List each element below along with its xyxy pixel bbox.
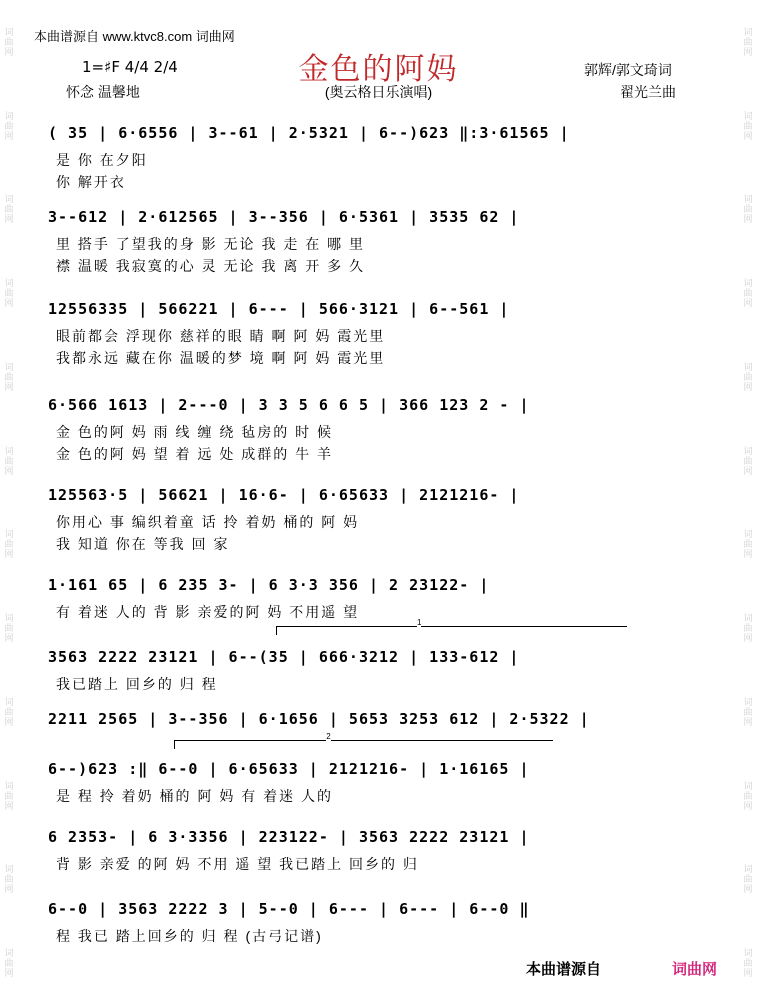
notation-line: 125563·5 | 56621 | 16·6- | 6·65633 | 2121216- | [48, 486, 520, 504]
watermark-text: 词曲网 [742, 948, 753, 979]
lyric-line: 金 色的阿 妈 望 着 远 处 成群的 牛 羊 [56, 446, 334, 462]
composer-credit: 翟光兰曲 [620, 84, 676, 100]
watermark-text: 词曲网 [742, 529, 753, 560]
lyricist-credit: 郭辉/郭文琦词 [584, 62, 672, 78]
lyric-line: 里 搭手 了望我的身 影 无论 我 走 在 哪 里 [56, 236, 366, 252]
watermark-text: 词曲网 [3, 864, 14, 895]
lyric-line: 背 影 亲爱 的阿 妈 不用 遥 望 我已踏上 回乡的 归 [56, 856, 419, 872]
watermark-text: 词曲网 [3, 110, 14, 141]
footer-site-name: 词曲网 [672, 961, 718, 978]
notation-line: 3--612 | 2·612565 | 3--356 | 6·5361 | 3535 62 | [48, 208, 520, 226]
watermark-text: 词曲网 [3, 613, 14, 644]
watermark-text: 词曲网 [3, 26, 14, 57]
lyric-line: 你用心 事 编织着童 话 拎 着奶 桶的 阿 妈 [56, 514, 360, 530]
singer-credit: (奥云格日乐演唱) [324, 84, 433, 100]
song-title: 金色的阿妈 [298, 52, 459, 87]
source-line: 本曲谱源自 www.ktvc8.com 词曲网 [34, 29, 235, 44]
watermark-text: 词曲网 [3, 445, 14, 476]
notation-line: 12556335 | 566221 | 6--- | 566·3121 | 6--561 | [48, 300, 510, 318]
watermark-text: 词曲网 [742, 613, 753, 644]
lyric-line: 程 我已 踏上回乡的 归 程 (古弓记谱) [56, 928, 323, 944]
volta-bracket-1: 1 [276, 626, 627, 635]
watermark-text: 词曲网 [742, 696, 753, 727]
watermark-text: 词曲网 [742, 780, 753, 811]
tempo-mood: 怀念 温馨地 [66, 84, 140, 100]
notation-line: 3563 2222 23121 | 6--(35 | 666·3212 | 133-612 | [48, 648, 520, 666]
notation-line: 6 2353- | 6 3·3356 | 223122- | 3563 2222 23121 | [48, 828, 530, 846]
watermark-text: 词曲网 [742, 194, 753, 225]
watermark-column-left [0, 0, 18, 1005]
lyric-line: 我都永远 藏在你 温暖的梦 境 啊 阿 妈 霞光里 [56, 350, 386, 366]
volta-bracket-2: 2 [174, 740, 553, 749]
lyric-line: 我 知道 你在 等我 回 家 [56, 536, 230, 552]
notation-line: 6·566 1613 | 2---0 | 3 3 5 6 6 5 | 366 123 2 - | [48, 396, 530, 414]
watermark-text: 词曲网 [742, 278, 753, 309]
key-signature: 1=♯F 4/4 2/4 [82, 58, 178, 76]
watermark-text: 词曲网 [3, 529, 14, 560]
watermark-text: 词曲网 [3, 278, 14, 309]
watermark-text: 词曲网 [3, 194, 14, 225]
notation-line: 6--0 | 3563 2222 3 | 5--0 | 6--- | 6--- | 6--0 ‖ [48, 900, 530, 918]
watermark-text: 词曲网 [742, 110, 753, 141]
lyric-line: 我已踏上 回乡的 归 程 [56, 676, 218, 692]
watermark-text: 词曲网 [742, 26, 753, 57]
watermark-text: 词曲网 [3, 696, 14, 727]
watermark-text: 词曲网 [3, 780, 14, 811]
footer-source-label: 本曲谱源自 [526, 961, 602, 978]
lyric-line: 金 色的阿 妈 雨 线 缠 绕 毡房的 时 候 [56, 424, 334, 440]
watermark-text: 词曲网 [742, 864, 753, 895]
lyric-line: 襟 温暖 我寂寞的心 灵 无论 我 离 开 多 久 [56, 258, 366, 274]
notation-line: 1·161 65 | 6 235 3- | 6 3·3 356 | 2 23122- | [48, 576, 490, 594]
watermark-text: 词曲网 [3, 948, 14, 979]
watermark-text: 词曲网 [742, 361, 753, 392]
lyric-line: 是 程 拎 着奶 桶的 阿 妈 有 着迷 人的 [56, 788, 334, 804]
watermark-text: 词曲网 [742, 445, 753, 476]
notation-line: ( 35 | 6·6556 | 3--61 | 2·5321 | 6--)623 ‖:3·61565 | [48, 124, 570, 142]
lyric-line: 有 着迷 人的 背 影 亲爱的阿 妈 不用遥 望 [56, 604, 360, 620]
lyric-line: 眼前都会 浮现你 慈祥的眼 睛 啊 阿 妈 霞光里 [56, 328, 386, 344]
lyric-line: 你 解开衣 [56, 174, 126, 190]
watermark-column-right [739, 0, 757, 1005]
notation-line: 2211 2565 | 3--356 | 6·1656 | 5653 3253 612 | 2·5322 | [48, 710, 590, 728]
lyric-line: 是 你 在夕阳 [56, 152, 148, 168]
notation-line: 6--)623 :‖ 6--0 | 6·65633 | 2121216- | 1·16165 | [48, 760, 530, 778]
watermark-text: 词曲网 [3, 361, 14, 392]
